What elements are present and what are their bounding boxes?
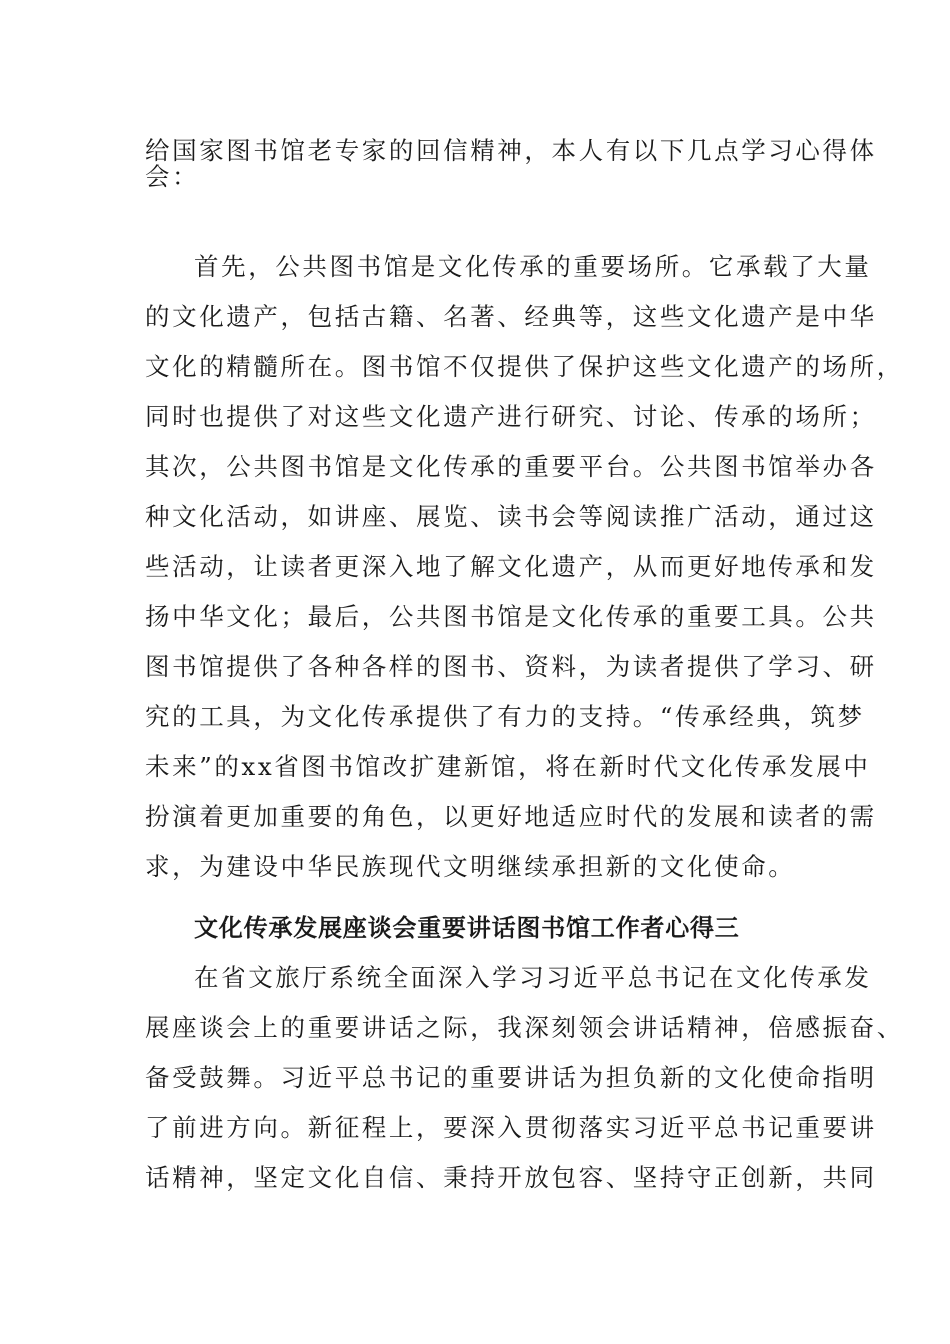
text-line: 扬中华文化；最后，公共图书馆是文化传承的重要工具。公共 xyxy=(145,602,877,631)
text-line: 同时也提供了对这些文化遗产进行研究、讨论、传承的场所； xyxy=(145,402,877,431)
paragraph-first-line: 首先，公共图书馆是文化传承的重要场所。它承载了大量 xyxy=(194,252,872,281)
text-line: 求，为建设中华民族现代文明继续承担新的文化使命。 xyxy=(145,852,796,881)
text-line: 未来”的xx省图书馆改扩建新馆，将在新时代文化传承发展中 xyxy=(145,752,871,781)
text-line: 的文化遗产，包括古籍、名著、经典等，这些文化遗产是中华 xyxy=(145,302,877,331)
text-line: 扮演着更加重要的角色，以更好地适应时代的发展和读者的需 xyxy=(145,802,877,831)
section-heading: 文化传承发展座谈会重要讲话图书馆工作者心得三 xyxy=(194,913,740,942)
text-line: 话精神，坚定文化自信、秉持开放包容、坚持守正创新，共同 xyxy=(145,1163,877,1192)
text-line: 究的工具，为文化传承提供了有力的支持。“传承经典，筑梦 xyxy=(145,702,865,731)
text-line: 给国家图书馆老专家的回信精神，本人有以下几点学习心得体 xyxy=(145,136,877,165)
text-line: 备受鼓舞。习近平总书记的重要讲话为担负新的文化使命指明 xyxy=(145,1063,877,1092)
text-line: 些活动，让读者更深入地了解文化遗产，从而更好地传承和发 xyxy=(145,552,877,581)
paragraph-first-line: 在省文旅厅系统全面深入学习习近平总书记在文化传承发 xyxy=(194,963,872,992)
text-line: 展座谈会上的重要讲话之际，我深刻领会讲话精神，倍感振奋、 xyxy=(145,1013,904,1042)
text-line: 会： xyxy=(145,162,200,191)
text-line: 文化的精髓所在。图书馆不仅提供了保护这些文化遗产的场所， xyxy=(145,352,904,381)
text-line: 其次，公共图书馆是文化传承的重要平台。公共图书馆举办各 xyxy=(145,452,877,481)
text-line: 图书馆提供了各种各样的图书、资料，为读者提供了学习、研 xyxy=(145,652,877,681)
text-line: 了前进方向。新征程上，要深入贯彻落实习近平总书记重要讲 xyxy=(145,1113,877,1142)
text-line: 种文化活动，如讲座、展览、读书会等阅读推广活动，通过这 xyxy=(145,502,877,531)
